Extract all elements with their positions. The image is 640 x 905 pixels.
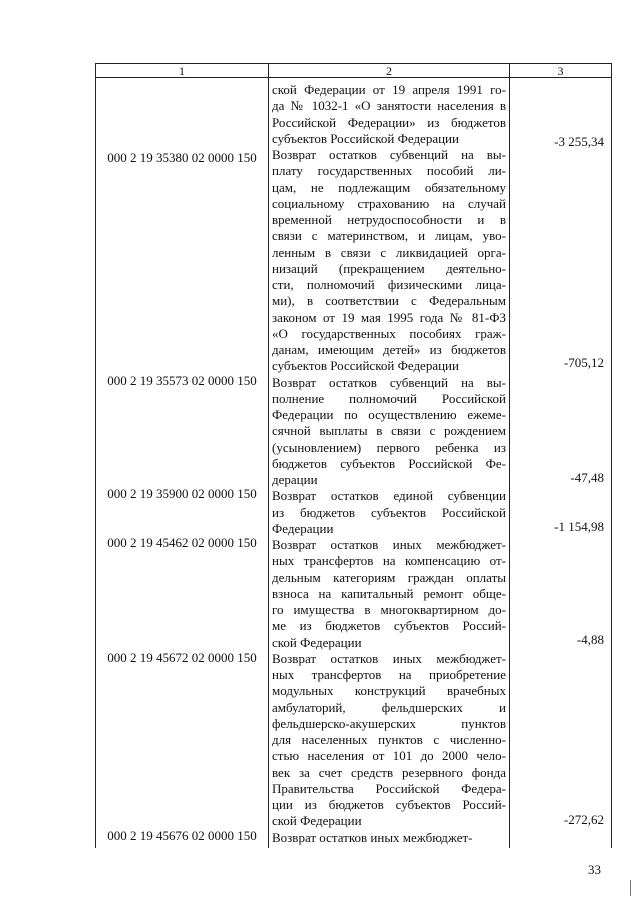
- description-line: модульных конструкций врачебных: [272, 683, 506, 699]
- description-line: Правительства Российской Федера-: [272, 780, 506, 796]
- description-line: Возврат остатков субвенций на вы-: [272, 374, 506, 390]
- description-line: да № 1032-1 «О занятости населения в: [272, 98, 506, 114]
- column-header-3: 3: [557, 64, 564, 78]
- column-header-2: 2: [386, 64, 392, 78]
- description-line: Возврат остатков субвенций на вы-: [272, 147, 506, 162]
- table-row-amount: -1 154,98: [554, 519, 604, 534]
- description-line: стью населения от 101 до 2000 чело-: [272, 748, 506, 764]
- description-line: Возврат остатков иных межбюджет-: [272, 650, 506, 666]
- description-line: Возврат остатков иных межбюджет-: [272, 829, 473, 845]
- description-line: ленным в связи с ликвидацией орга-: [272, 244, 506, 260]
- description-line: субъектов Российской Федерации: [272, 130, 459, 146]
- table-row-code: 000 2 19 45672 02 0000 150: [107, 650, 257, 665]
- description-line: (усыновлением) первого ребенка из: [272, 439, 506, 455]
- table-row-amount: -272,62: [563, 812, 604, 827]
- description-line: Федерации: [272, 520, 334, 536]
- scan-edge-mark: [630, 880, 631, 896]
- description-line: век за счет средств резервного фонда: [272, 764, 506, 780]
- table-row-amount: -705,12: [563, 355, 604, 370]
- description-line: цам, не подлежащим обязательному: [272, 179, 506, 195]
- table-row-code: 000 2 19 45676 02 0000 150: [107, 828, 257, 843]
- description-line: субъектов Российской Федерации: [272, 358, 459, 374]
- description-line: ской Федерации: [272, 813, 362, 829]
- table-row-code: 000 2 19 35573 02 0000 150: [107, 373, 257, 388]
- description-line: плату государственных пособий ли-: [272, 163, 506, 179]
- table-row-code: 000 2 19 35900 02 0000 150: [107, 486, 257, 501]
- description-line: ных трансфертов на компенсацию от-: [272, 553, 506, 569]
- column-header-1: 1: [179, 64, 185, 78]
- description-line: ных трансфертов на приобретение: [272, 667, 506, 682]
- description-line: из бюджетов субъектов Российской: [272, 504, 506, 520]
- description-line: го имущества в многоквартирном до-: [272, 602, 506, 617]
- description-line: «О государственных пособиях граж-: [272, 325, 506, 341]
- description-column: [272, 82, 506, 846]
- header-divider: [96, 77, 611, 78]
- table-row-code: 000 2 19 45462 02 0000 150: [107, 535, 257, 550]
- description-line: сти, полномочий физическими лица-: [272, 277, 506, 292]
- description-line: ской Федерации от 19 апреля 1991 го-: [272, 82, 506, 97]
- table-row-amount: -4,88: [576, 632, 604, 647]
- description-line: для населенных пунктов с численно-: [272, 732, 506, 747]
- table-row-amount: -3 255,34: [554, 134, 604, 149]
- column-divider-1: [268, 64, 269, 848]
- description-line: амбулаторий, фельдшерских и: [272, 699, 506, 715]
- description-line: данам, имеющим детей» из бюджетов: [272, 342, 506, 357]
- column-divider-2: [509, 64, 510, 848]
- description-line: сячной выплаты в связи с рождением: [272, 423, 506, 439]
- table-row-code: 000 2 19 35380 02 0000 150: [107, 150, 257, 165]
- description-line: дерации: [272, 472, 318, 487]
- description-line: Возврат остатков иных межбюджет-: [272, 537, 506, 552]
- table-row-amount: -47,48: [570, 470, 604, 485]
- description-line: Федерации по осуществлению ежеме-: [272, 407, 506, 422]
- description-line: Возврат остатков единой субвенции: [272, 488, 506, 504]
- description-line: законом от 19 мая 1995 года № 81-ФЗ: [272, 309, 506, 325]
- description-line: связи с материнством, и лицам, уво-: [272, 228, 506, 244]
- description-line: ской Федерации: [272, 634, 362, 650]
- description-line: социальному страхованию на случай: [272, 195, 506, 211]
- description-line: временной нетрудоспособности и в: [272, 212, 506, 227]
- description-line: дельным категориям граждан оплаты: [272, 569, 506, 585]
- description-line: фельдшерско-акушерских пунктов: [272, 715, 506, 731]
- description-line: бюджетов субъектов Российской Фе-: [272, 455, 506, 471]
- description-line: полнение полномочий Российской: [272, 390, 506, 406]
- description-line: взноса на капитальный ремонт обще-: [272, 585, 506, 601]
- description-line: низаций (прекращением деятельно-: [272, 260, 506, 276]
- description-line: ме из бюджетов субъектов Россий-: [272, 618, 506, 634]
- page-number: 33: [588, 862, 601, 877]
- description-line: Российской Федерации» из бюджетов: [272, 114, 506, 130]
- description-line: ми), в соответствии с Федеральным: [272, 293, 506, 309]
- description-line: ции из бюджетов субъектов Россий-: [272, 797, 506, 812]
